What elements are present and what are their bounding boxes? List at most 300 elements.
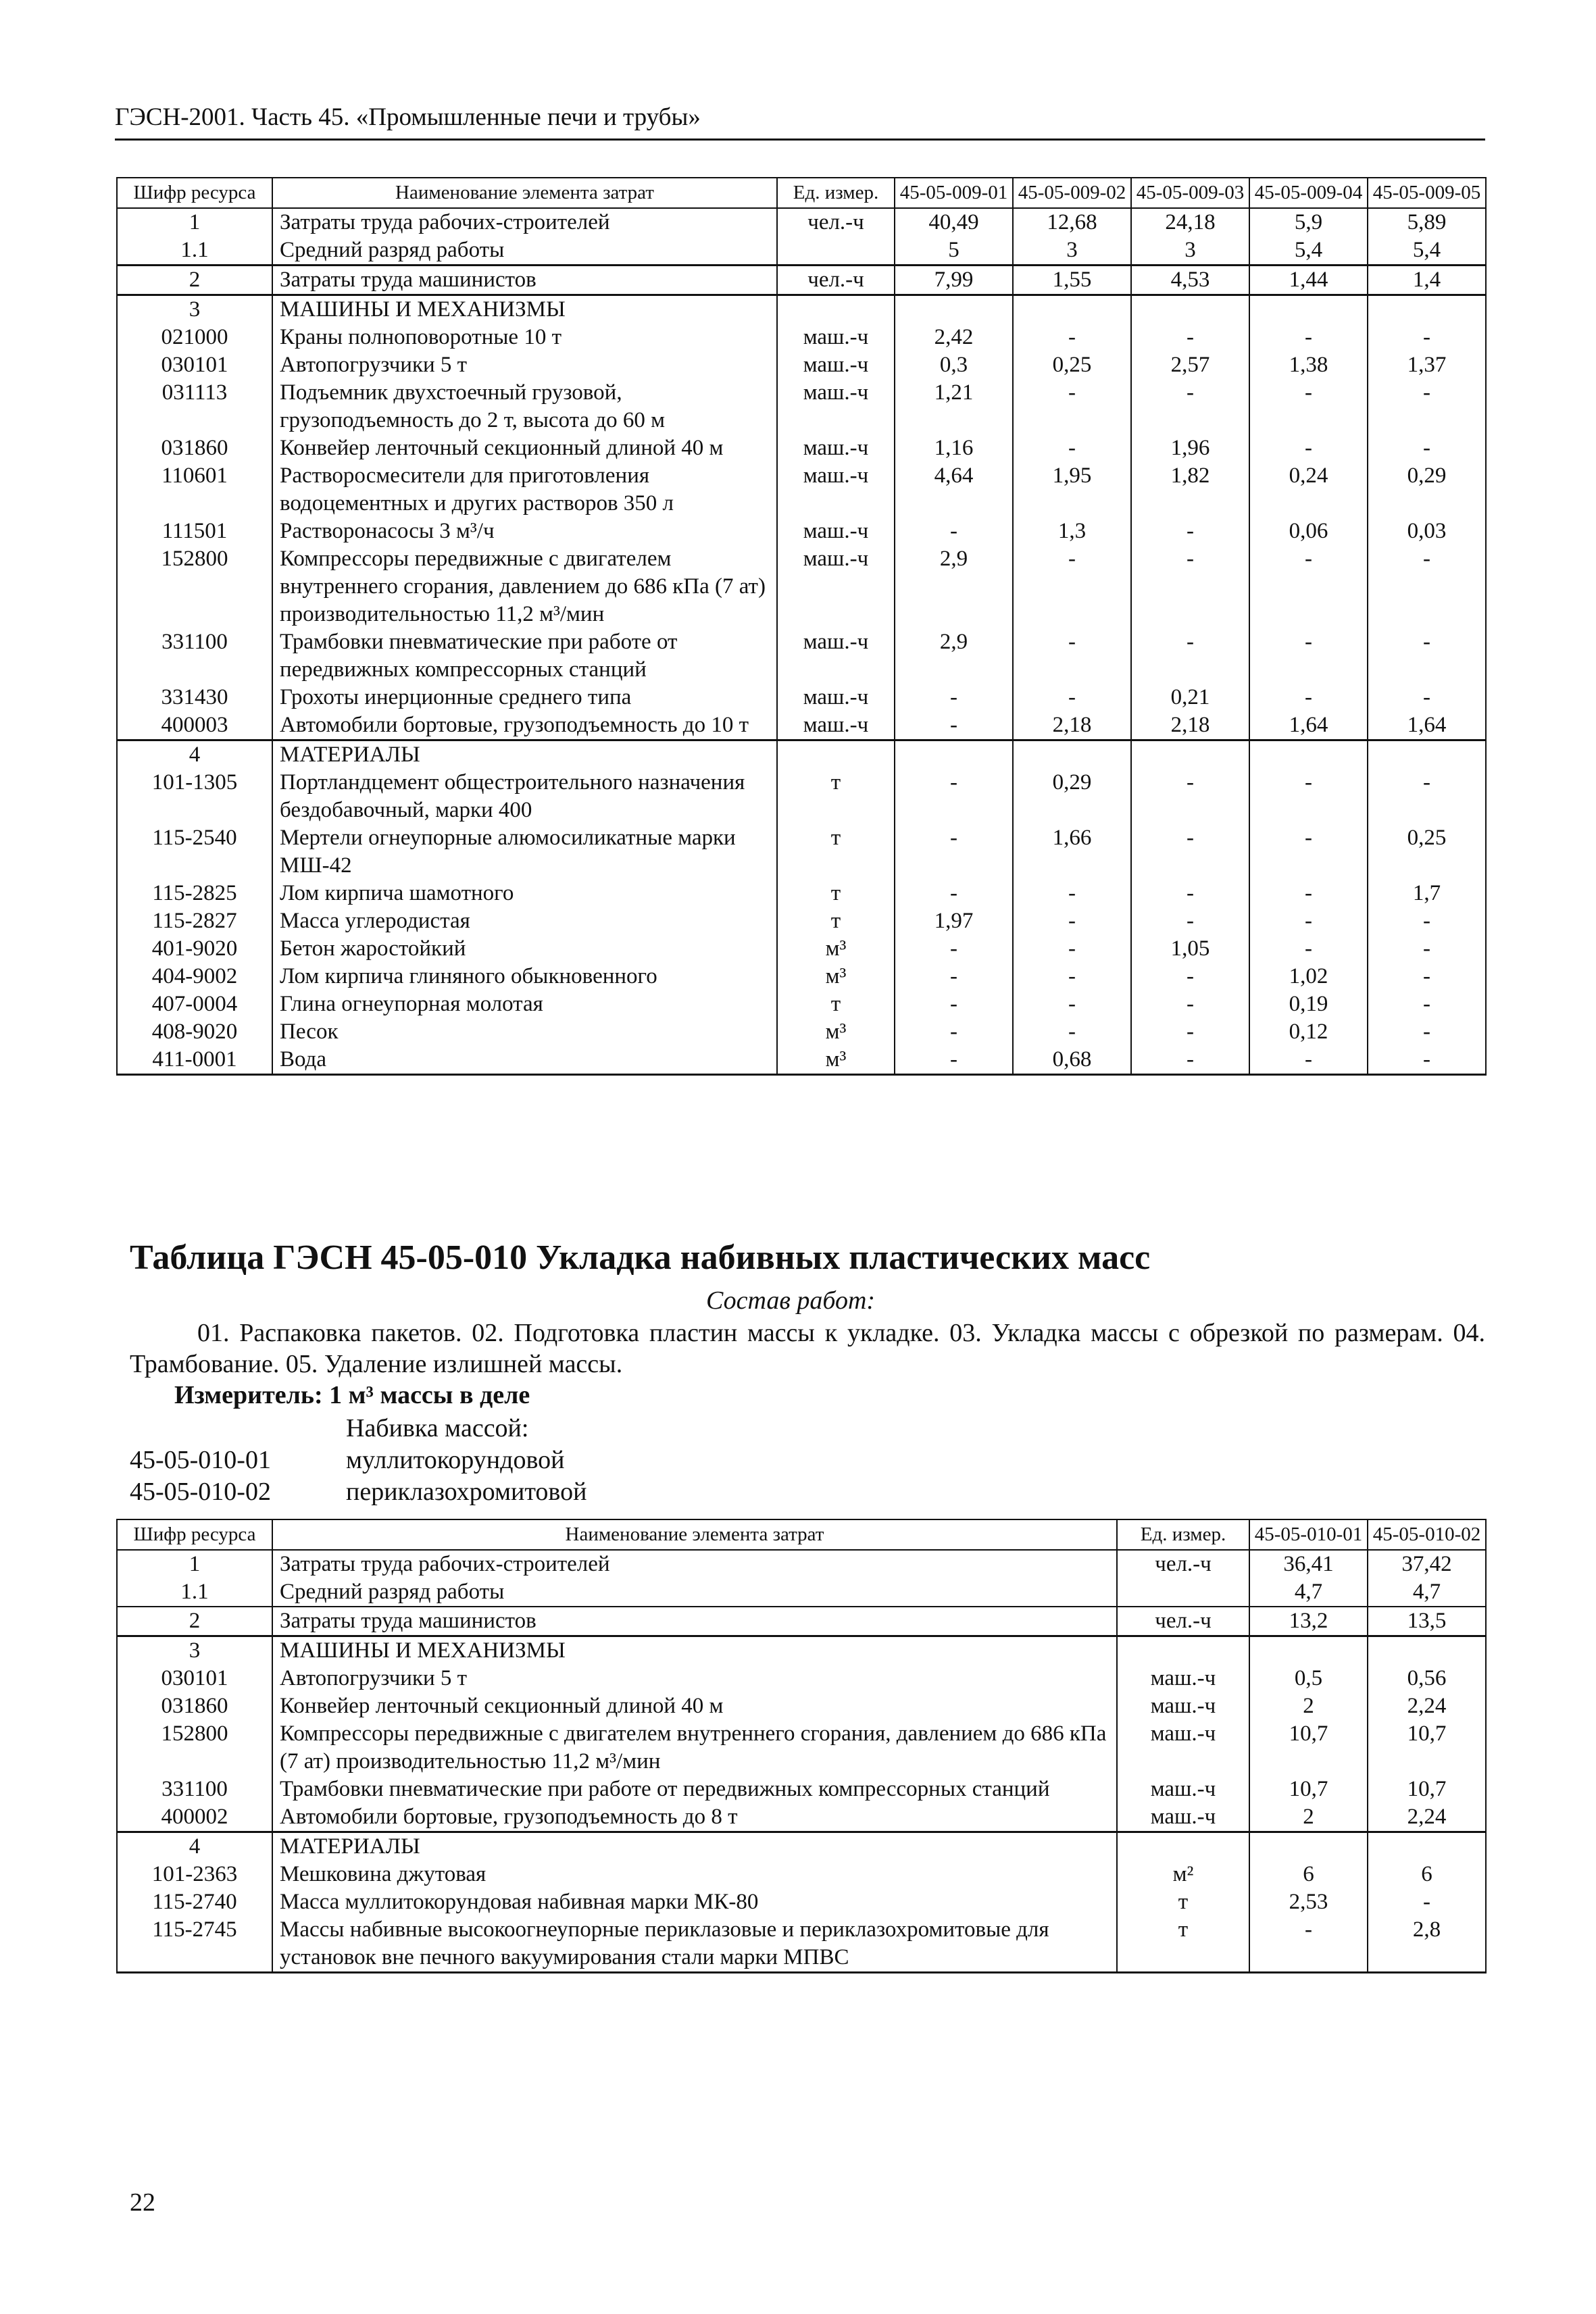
- unit-cell: маш.-ч: [777, 711, 895, 740]
- resource-code: 115-2825: [117, 880, 272, 907]
- table-row: [117, 1607, 1486, 1636]
- resource-code: 331100: [117, 1776, 272, 1803]
- unit-cell: маш.-ч: [777, 684, 895, 711]
- table-row: [117, 434, 1486, 462]
- value-cell: [1368, 740, 1486, 770]
- value-cell: 5,9: [1249, 208, 1368, 236]
- col-header-variant: 45-05-009-03: [1131, 178, 1249, 208]
- value-cell: -: [1131, 628, 1249, 684]
- value-cell: -: [1249, 434, 1368, 462]
- cost-element-name: Средний разряд работы: [272, 236, 777, 266]
- value-cell: -: [1013, 684, 1131, 711]
- table-row: [117, 351, 1486, 379]
- unit-cell: т: [777, 880, 895, 907]
- value-cell: [1131, 295, 1249, 324]
- value-cell: 2,18: [1013, 711, 1131, 740]
- value-cell: -: [1131, 769, 1249, 824]
- unit-cell: [777, 740, 895, 770]
- value-cell: -: [1131, 963, 1249, 990]
- table-row: [117, 1720, 1486, 1776]
- resource-code: 101-1305: [117, 769, 272, 824]
- resource-code: 3: [117, 295, 272, 324]
- unit-cell: маш.-ч: [777, 324, 895, 351]
- table-row: [117, 1832, 1486, 1861]
- resource-code: 030101: [117, 351, 272, 379]
- value-cell: [1249, 1636, 1368, 1665]
- table-row: [117, 684, 1486, 711]
- value-cell: 4,7: [1249, 1578, 1368, 1607]
- value-cell: -: [1249, 935, 1368, 963]
- unit-cell: маш.-ч: [1117, 1665, 1249, 1692]
- cost-element-name: Автомобили бортовые, грузоподъемность до 10 т: [272, 711, 777, 740]
- table-row: [117, 1018, 1486, 1046]
- table-row: [117, 769, 1486, 824]
- unit-cell: маш.-ч: [1117, 1776, 1249, 1803]
- value-cell: 2,53: [1249, 1888, 1368, 1916]
- unit-cell: [1117, 1636, 1249, 1665]
- value-cell: -: [895, 880, 1013, 907]
- table-title: Таблица ГЭСН 45-05-010 Укладка набивных пластических масс: [130, 1238, 1151, 1277]
- table-row: [117, 740, 1486, 770]
- table-row: [117, 935, 1486, 963]
- fill-label: Набивка массой:: [346, 1414, 529, 1442]
- value-cell: 1,38: [1249, 351, 1368, 379]
- value-cell: -: [1249, 324, 1368, 351]
- value-cell: -: [1013, 880, 1131, 907]
- value-cell: 6: [1368, 1861, 1486, 1888]
- cost-element-name: Глина огнеупорная молотая: [272, 990, 777, 1018]
- col-header-code: Шифр ресурса: [117, 1519, 272, 1550]
- unit-cell: маш.-ч: [777, 379, 895, 434]
- value-cell: [1368, 1832, 1486, 1861]
- value-cell: 0,5: [1249, 1665, 1368, 1692]
- value-cell: -: [1013, 379, 1131, 434]
- value-cell: [1249, 740, 1368, 770]
- cost-element-name: Компрессоры передвижные с двигателем внутреннего сгорания, давлением до 686 кПа (7 ат) производительностью 11,2 м³/мин: [272, 545, 777, 628]
- col-header-variant: 45-05-010-02: [1368, 1519, 1486, 1550]
- resource-code: 115-2827: [117, 907, 272, 935]
- resource-code: 031860: [117, 434, 272, 462]
- cost-element-name: Затраты труда машинистов: [272, 266, 777, 295]
- value-cell: 1,97: [895, 907, 1013, 935]
- value-cell: -: [1131, 1018, 1249, 1046]
- table-row: [117, 907, 1486, 935]
- value-cell: -: [1131, 379, 1249, 434]
- value-cell: 4,53: [1131, 266, 1249, 295]
- resource-code: 031860: [117, 1692, 272, 1720]
- value-cell: 1,64: [1368, 711, 1486, 740]
- value-cell: -: [1368, 990, 1486, 1018]
- cost-element-name: Вода: [272, 1046, 777, 1075]
- value-cell: -: [1131, 545, 1249, 628]
- table-row: [117, 711, 1486, 740]
- value-cell: 7,99: [895, 266, 1013, 295]
- value-cell: 37,42: [1368, 1550, 1486, 1578]
- value-cell: 10,7: [1249, 1776, 1368, 1803]
- value-cell: 2,24: [1368, 1803, 1486, 1832]
- cost-element-name: Конвейер ленточный секционный длиной 40 м: [272, 1692, 1117, 1720]
- col-header-variant: 45-05-009-04: [1249, 178, 1368, 208]
- value-cell: 3: [1013, 236, 1131, 266]
- value-cell: -: [895, 518, 1013, 545]
- table-row: [117, 545, 1486, 628]
- value-cell: -: [1249, 880, 1368, 907]
- resource-code: 110601: [117, 462, 272, 518]
- col-header-name: Наименование элемента затрат: [272, 178, 777, 208]
- unit-cell: т: [777, 824, 895, 880]
- value-cell: -: [895, 1046, 1013, 1075]
- value-cell: 0,25: [1368, 824, 1486, 880]
- value-cell: 1,55: [1013, 266, 1131, 295]
- value-cell: -: [895, 1018, 1013, 1046]
- value-cell: -: [1131, 1046, 1249, 1075]
- col-header-code: Шифр ресурса: [117, 178, 272, 208]
- value-cell: -: [1131, 990, 1249, 1018]
- value-cell: 36,41: [1249, 1550, 1368, 1578]
- value-cell: -: [1131, 324, 1249, 351]
- cost-element-name: Лом кирпича шамотного: [272, 880, 777, 907]
- value-cell: 2,42: [895, 324, 1013, 351]
- cost-element-name: Бетон жаростойкий: [272, 935, 777, 963]
- resource-code: 2: [117, 1607, 272, 1636]
- cost-element-name: Затраты труда машинистов: [272, 1607, 1117, 1636]
- value-cell: [1368, 1636, 1486, 1665]
- variant-code: 45-05-010-01: [130, 1446, 271, 1474]
- value-cell: 2,9: [895, 628, 1013, 684]
- value-cell: -: [1368, 1888, 1486, 1916]
- unit-cell: м³: [777, 1018, 895, 1046]
- value-cell: [1131, 740, 1249, 770]
- resource-code: 152800: [117, 545, 272, 628]
- col-header-variant: 45-05-009-05: [1368, 178, 1486, 208]
- variant-name: муллитокорундовой: [346, 1446, 565, 1474]
- table-row: [117, 824, 1486, 880]
- value-cell: -: [895, 769, 1013, 824]
- measurement-unit: Измеритель: 1 м³ массы в деле: [174, 1381, 530, 1409]
- table-row: [117, 518, 1486, 545]
- cost-element-name: Мешковина джутовая: [272, 1861, 1117, 1888]
- table-row: [117, 963, 1486, 990]
- value-cell: -: [895, 711, 1013, 740]
- value-cell: -: [895, 824, 1013, 880]
- value-cell: -: [1013, 1018, 1131, 1046]
- table-row: [117, 1861, 1486, 1888]
- cost-element-name: Портландцемент общестроительного назначения бездобавочный, марки 400: [272, 769, 777, 824]
- value-cell: -: [1249, 769, 1368, 824]
- value-cell: -: [895, 990, 1013, 1018]
- value-cell: 4,64: [895, 462, 1013, 518]
- value-cell: 0,56: [1368, 1665, 1486, 1692]
- table-row: [117, 1916, 1486, 1973]
- col-header-unit: Ед. измер.: [1117, 1519, 1249, 1550]
- cost-element-name: Средний разряд работы: [272, 1578, 1117, 1607]
- resource-code: 400002: [117, 1803, 272, 1832]
- value-cell: [1249, 295, 1368, 324]
- value-cell: 0,68: [1013, 1046, 1131, 1075]
- value-cell: -: [1368, 628, 1486, 684]
- unit-cell: чел.-ч: [777, 266, 895, 295]
- cost-table-45-05-009: [116, 177, 1487, 1076]
- value-cell: -: [895, 684, 1013, 711]
- table-header-row: [117, 178, 1486, 208]
- resource-code: 115-2740: [117, 1888, 272, 1916]
- table-row: [117, 990, 1486, 1018]
- variant-code: 45-05-010-02: [130, 1478, 271, 1506]
- resource-code: 2: [117, 266, 272, 295]
- value-cell: -: [1249, 684, 1368, 711]
- value-cell: 2,18: [1131, 711, 1249, 740]
- value-cell: 0,3: [895, 351, 1013, 379]
- cost-element-name: Конвейер ленточный секционный длиной 40 м: [272, 434, 777, 462]
- value-cell: 1,21: [895, 379, 1013, 434]
- resource-code: 4: [117, 740, 272, 770]
- value-cell: 1,02: [1249, 963, 1368, 990]
- unit-cell: м²: [1117, 1861, 1249, 1888]
- value-cell: 1,64: [1249, 711, 1368, 740]
- cost-element-name: Краны полноповоротные 10 т: [272, 324, 777, 351]
- value-cell: 13,5: [1368, 1607, 1486, 1636]
- cost-element-name: Песок: [272, 1018, 777, 1046]
- value-cell: 5,4: [1368, 236, 1486, 266]
- table-row: [117, 379, 1486, 434]
- unit-cell: маш.-ч: [777, 545, 895, 628]
- cost-element-name: МАШИНЫ И МЕХАНИЗМЫ: [272, 295, 777, 324]
- resource-code: 030101: [117, 1665, 272, 1692]
- resource-code: 411-0001: [117, 1046, 272, 1075]
- value-cell: -: [1368, 769, 1486, 824]
- resource-code: 021000: [117, 324, 272, 351]
- cost-element-name: МАШИНЫ И МЕХАНИЗМЫ: [272, 1636, 1117, 1665]
- cost-table-45-05-010: [116, 1519, 1487, 1973]
- value-cell: -: [1013, 324, 1131, 351]
- table-row: [117, 295, 1486, 324]
- resource-code: 400003: [117, 711, 272, 740]
- resource-code: 408-9020: [117, 1018, 272, 1046]
- value-cell: 1,7: [1368, 880, 1486, 907]
- unit-cell: чел.-ч: [777, 208, 895, 236]
- unit-cell: маш.-ч: [777, 628, 895, 684]
- unit-cell: т: [777, 769, 895, 824]
- value-cell: -: [1249, 379, 1368, 434]
- cost-element-name: Компрессоры передвижные с двигателем внутреннего сгорания, давлением до 686 кПа (7 ат) производительностью 11,2 м³/мин: [272, 1720, 1117, 1776]
- value-cell: [1013, 740, 1131, 770]
- cost-element-name: Автопогрузчики 5 т: [272, 1665, 1117, 1692]
- value-cell: 0,29: [1013, 769, 1131, 824]
- unit-cell: [777, 236, 895, 266]
- unit-cell: чел.-ч: [1117, 1607, 1249, 1636]
- unit-cell: маш.-ч: [1117, 1720, 1249, 1776]
- value-cell: -: [1013, 434, 1131, 462]
- value-cell: 0,29: [1368, 462, 1486, 518]
- unit-cell: маш.-ч: [777, 351, 895, 379]
- table-row: [117, 1046, 1486, 1075]
- table-header-row: [117, 1519, 1486, 1550]
- cost-element-name: Грохоты инерционные среднего типа: [272, 684, 777, 711]
- unit-cell: т: [1117, 1888, 1249, 1916]
- unit-cell: т: [777, 990, 895, 1018]
- value-cell: 1,96: [1131, 434, 1249, 462]
- value-cell: 0,24: [1249, 462, 1368, 518]
- unit-cell: чел.-ч: [1117, 1550, 1249, 1578]
- value-cell: 1,66: [1013, 824, 1131, 880]
- col-header-unit: Ед. измер.: [777, 178, 895, 208]
- table-row: [117, 1578, 1486, 1607]
- value-cell: [895, 295, 1013, 324]
- running-header: ГЭСН-2001. Часть 45. «Промышленные печи и трубы»: [115, 103, 701, 131]
- cost-element-name: Растворонасосы 3 м³/ч: [272, 518, 777, 545]
- cost-element-name: Массы набивные высокоогнеупорные периклазовые и периклазохромитовые для установок вне печного вакуумирования стали марки МПВС: [272, 1916, 1117, 1973]
- table-row: [117, 1803, 1486, 1832]
- unit-cell: [1117, 1832, 1249, 1861]
- value-cell: 5: [895, 236, 1013, 266]
- value-cell: 2,8: [1368, 1916, 1486, 1973]
- cost-element-name: Затраты труда рабочих-строителей: [272, 208, 777, 236]
- value-cell: 10,7: [1368, 1720, 1486, 1776]
- value-cell: -: [1368, 907, 1486, 935]
- unit-cell: м³: [777, 935, 895, 963]
- resource-code: 1.1: [117, 236, 272, 266]
- value-cell: 0,19: [1249, 990, 1368, 1018]
- table-row: [117, 1776, 1486, 1803]
- resource-code: 111501: [117, 518, 272, 545]
- cost-element-name: Автомобили бортовые, грузоподъемность до 8 т: [272, 1803, 1117, 1832]
- cost-element-name: Трамбовки пневматические при работе от передвижных компрессорных станций: [272, 628, 777, 684]
- col-header-variant: 45-05-009-02: [1013, 178, 1131, 208]
- cost-element-name: МАТЕРИАЛЫ: [272, 1832, 1117, 1861]
- value-cell: -: [1368, 963, 1486, 990]
- table-row: [117, 462, 1486, 518]
- col-header-variant: 45-05-009-01: [895, 178, 1013, 208]
- value-cell: 4,7: [1368, 1578, 1486, 1607]
- value-cell: 1,37: [1368, 351, 1486, 379]
- value-cell: -: [1013, 907, 1131, 935]
- cost-element-name: Лом кирпича глиняного обыкновенного: [272, 963, 777, 990]
- cost-element-name: Автопогрузчики 5 т: [272, 351, 777, 379]
- value-cell: -: [1249, 1916, 1368, 1973]
- value-cell: -: [895, 935, 1013, 963]
- value-cell: -: [1013, 935, 1131, 963]
- table-row: [117, 1665, 1486, 1692]
- resource-code: 031113: [117, 379, 272, 434]
- unit-cell: м³: [777, 1046, 895, 1075]
- value-cell: -: [1249, 628, 1368, 684]
- value-cell: 1,16: [895, 434, 1013, 462]
- value-cell: -: [1368, 545, 1486, 628]
- resource-code: 115-2540: [117, 824, 272, 880]
- value-cell: 13,2: [1249, 1607, 1368, 1636]
- value-cell: 12,68: [1013, 208, 1131, 236]
- value-cell: -: [1131, 880, 1249, 907]
- table-row: [117, 1550, 1486, 1578]
- table-row: [117, 236, 1486, 266]
- unit-cell: маш.-ч: [777, 462, 895, 518]
- page-number: 22: [130, 2188, 155, 2217]
- resource-code: 1: [117, 1550, 272, 1578]
- resource-code: 331100: [117, 628, 272, 684]
- value-cell: 0,21: [1131, 684, 1249, 711]
- value-cell: -: [1249, 545, 1368, 628]
- value-cell: 0,06: [1249, 518, 1368, 545]
- value-cell: -: [1131, 518, 1249, 545]
- work-composition-text: 01. Распаковка пакетов. 02. Подготовка пластин массы к укладке. 03. Укладка массы с обрезкой по размерам. 04. Трамбование. 05. Удаление излишней массы.: [130, 1319, 1485, 1378]
- value-cell: -: [1249, 1046, 1368, 1075]
- resource-code: 401-9020: [117, 935, 272, 963]
- value-cell: 2,9: [895, 545, 1013, 628]
- value-cell: 0,03: [1368, 518, 1486, 545]
- value-cell: 2,57: [1131, 351, 1249, 379]
- value-cell: 24,18: [1131, 208, 1249, 236]
- value-cell: -: [1013, 990, 1131, 1018]
- resource-code: 1.1: [117, 1578, 272, 1607]
- value-cell: 1,44: [1249, 266, 1368, 295]
- value-cell: -: [1131, 824, 1249, 880]
- value-cell: 0,25: [1013, 351, 1131, 379]
- value-cell: -: [1249, 907, 1368, 935]
- table-row: [117, 324, 1486, 351]
- resource-code: 331430: [117, 684, 272, 711]
- variant-name: периклазохромитовой: [346, 1478, 587, 1506]
- col-header-name: Наименование элемента затрат: [272, 1519, 1117, 1550]
- resource-code: 407-0004: [117, 990, 272, 1018]
- value-cell: 5,4: [1249, 236, 1368, 266]
- cost-element-name: Мертели огнеупорные алюмосиликатные марки МШ-42: [272, 824, 777, 880]
- unit-cell: т: [777, 907, 895, 935]
- value-cell: 1,3: [1013, 518, 1131, 545]
- table-row: [117, 208, 1486, 236]
- table-row: [117, 266, 1486, 295]
- table-row: [117, 1636, 1486, 1665]
- value-cell: -: [1249, 824, 1368, 880]
- value-cell: 3: [1131, 236, 1249, 266]
- unit-cell: [1117, 1578, 1249, 1607]
- value-cell: -: [1368, 1046, 1486, 1075]
- header-rule: [115, 139, 1485, 141]
- resource-code: 152800: [117, 1720, 272, 1776]
- value-cell: -: [1368, 434, 1486, 462]
- col-header-variant: 45-05-010-01: [1249, 1519, 1368, 1550]
- value-cell: 2,24: [1368, 1692, 1486, 1720]
- value-cell: 1,82: [1131, 462, 1249, 518]
- value-cell: 1,05: [1131, 935, 1249, 963]
- unit-cell: м³: [777, 963, 895, 990]
- resource-code: 1: [117, 208, 272, 236]
- cost-element-name: МАТЕРИАЛЫ: [272, 740, 777, 770]
- cost-element-name: Масса углеродистая: [272, 907, 777, 935]
- value-cell: -: [1368, 324, 1486, 351]
- value-cell: -: [1368, 1018, 1486, 1046]
- value-cell: [1013, 295, 1131, 324]
- value-cell: [1368, 295, 1486, 324]
- unit-cell: маш.-ч: [777, 434, 895, 462]
- value-cell: 6: [1249, 1861, 1368, 1888]
- value-cell: 10,7: [1249, 1720, 1368, 1776]
- value-cell: -: [1368, 935, 1486, 963]
- value-cell: -: [1013, 963, 1131, 990]
- resource-code: 101-2363: [117, 1861, 272, 1888]
- value-cell: 2: [1249, 1692, 1368, 1720]
- work-composition-heading: Состав работ:: [706, 1286, 876, 1315]
- table-row: [117, 880, 1486, 907]
- value-cell: -: [1131, 907, 1249, 935]
- unit-cell: [777, 295, 895, 324]
- value-cell: 2: [1249, 1803, 1368, 1832]
- table-row: [117, 1888, 1486, 1916]
- value-cell: -: [1013, 545, 1131, 628]
- value-cell: 1,95: [1013, 462, 1131, 518]
- value-cell: -: [895, 963, 1013, 990]
- value-cell: 40,49: [895, 208, 1013, 236]
- value-cell: -: [1368, 684, 1486, 711]
